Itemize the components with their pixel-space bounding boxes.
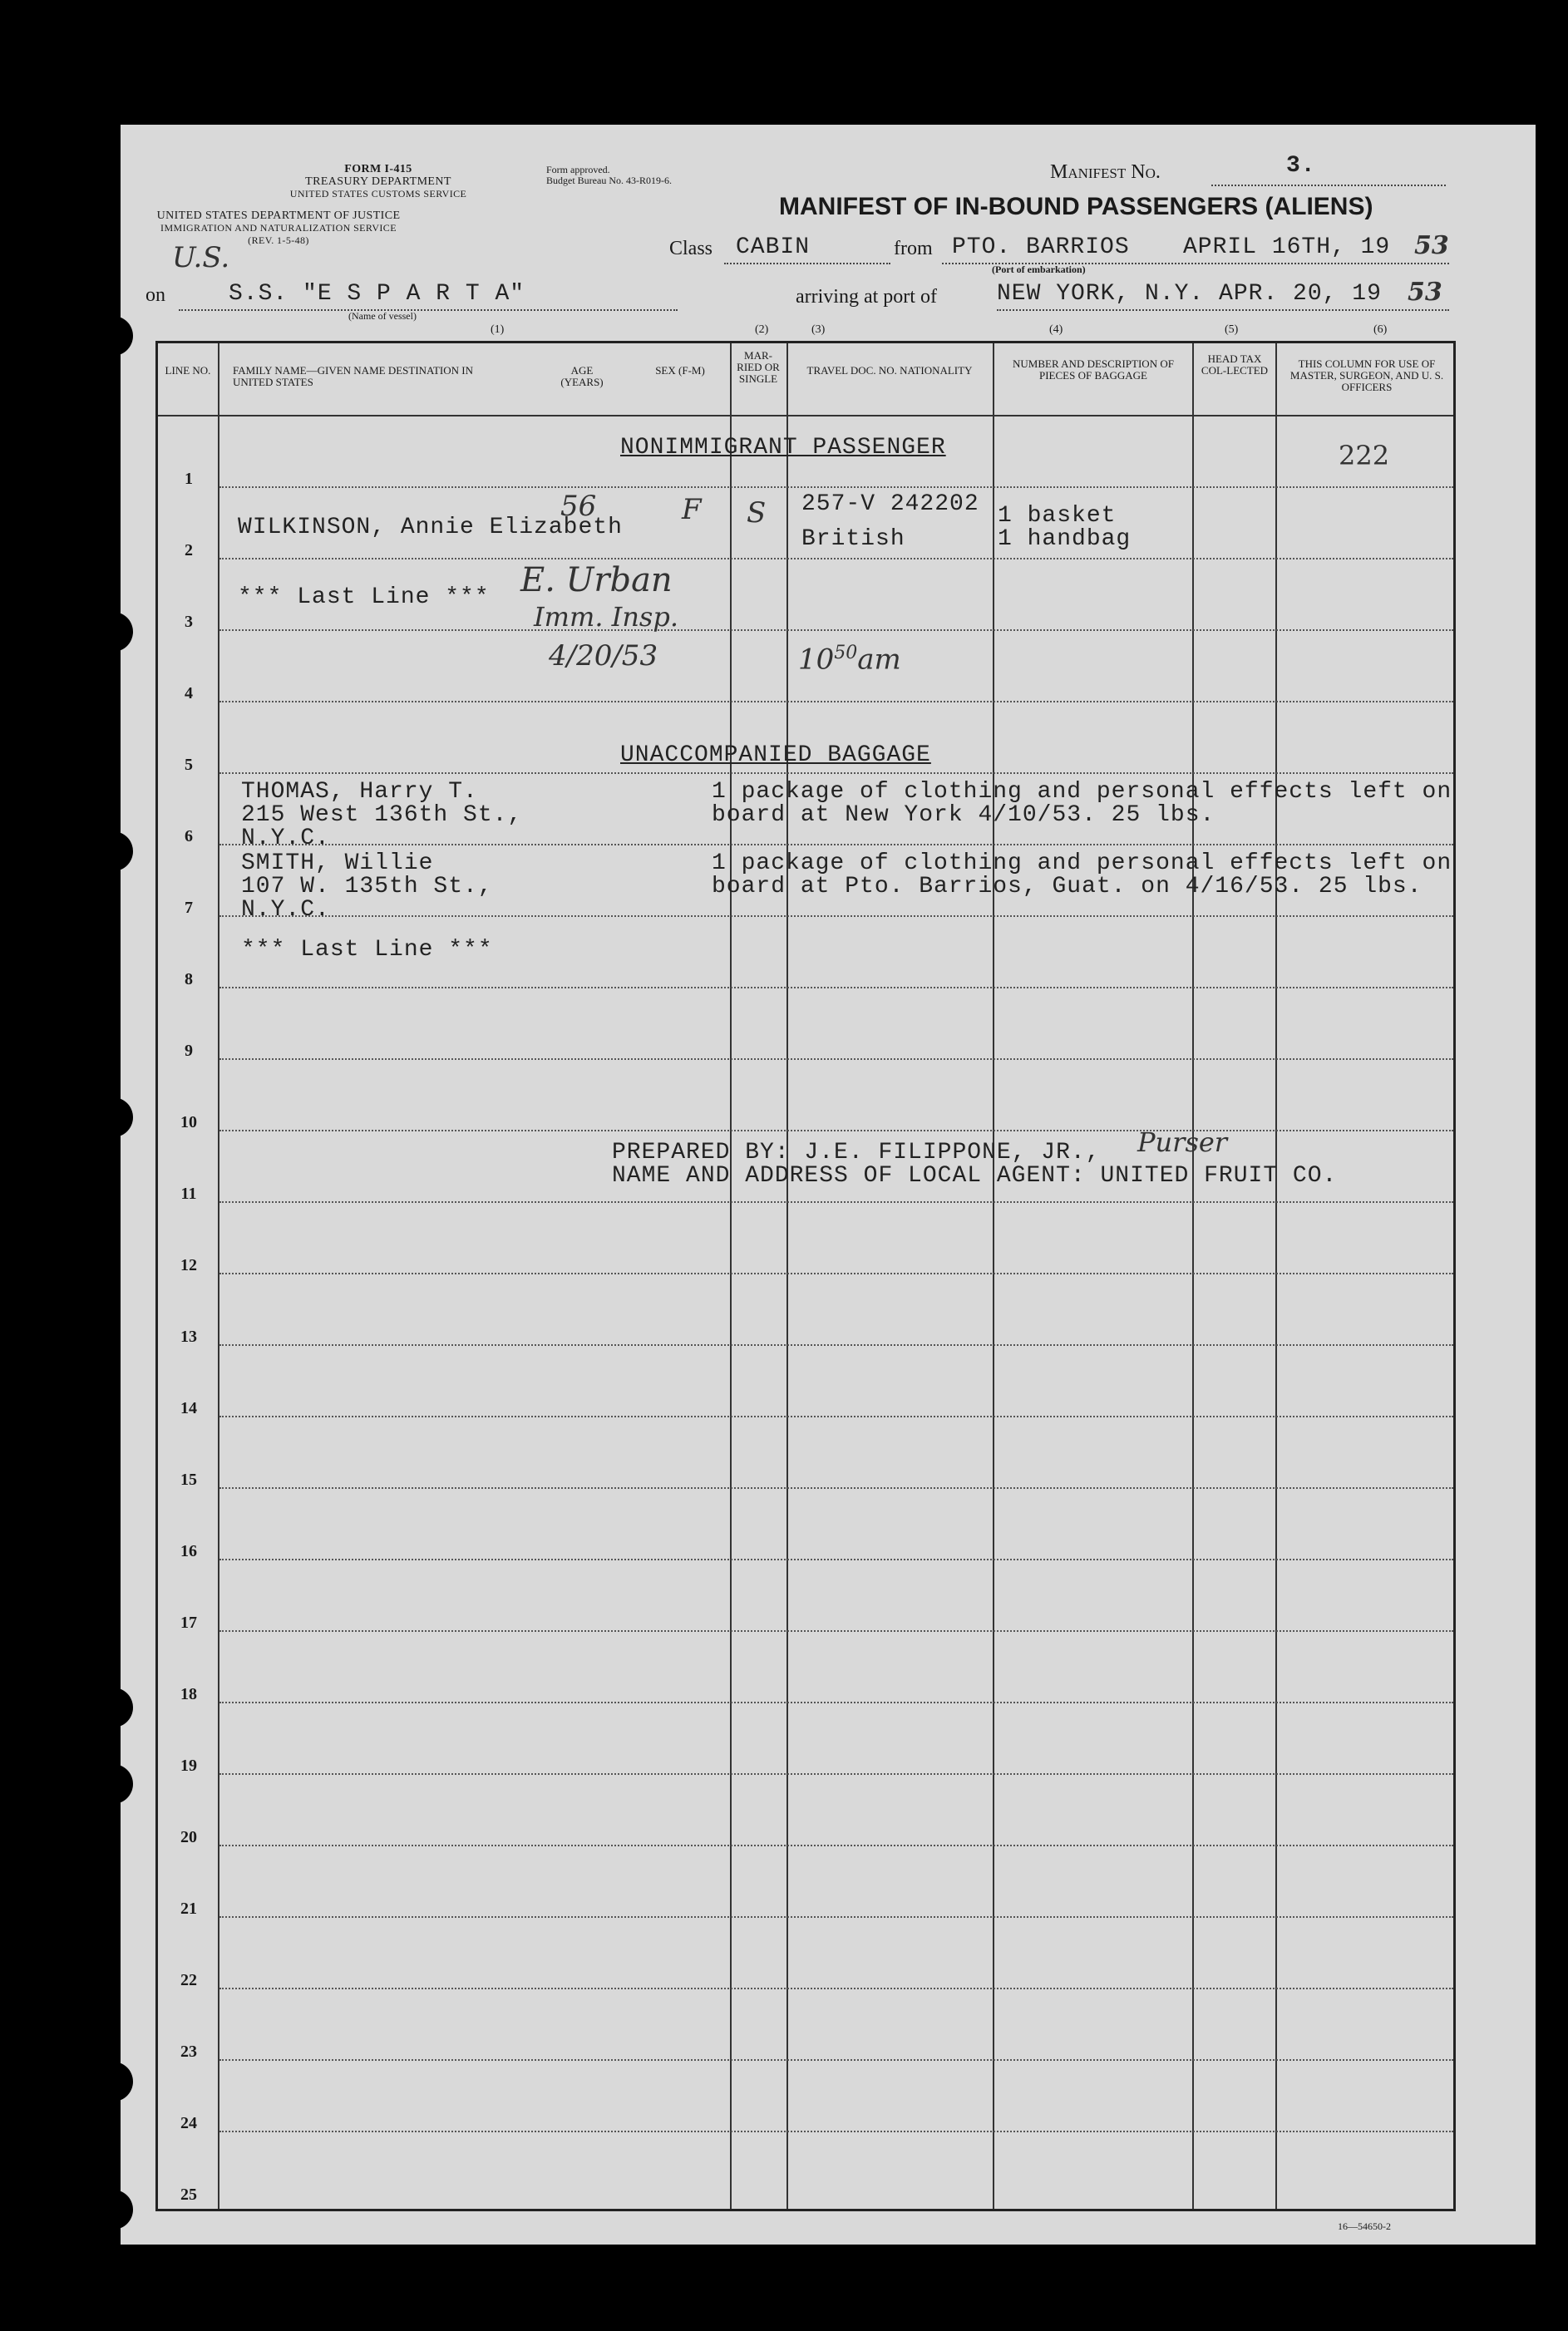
bag-owner-1-city: N.Y.C. — [241, 825, 330, 851]
col-number-5: (5) — [1225, 323, 1239, 336]
vessel-field — [179, 281, 678, 311]
vessel-name: S.S. "E S P A R T A" — [229, 281, 525, 307]
bag-owner-2-desc-line2: board at Pto. Barrios, Guat. on 4/16/53. 25 lbs. — [712, 874, 1423, 899]
treasury-dept: TREASURY DEPARTMENT — [305, 175, 451, 188]
print-code: 16—54650-2 — [1338, 2220, 1391, 2232]
line-number: 22 — [180, 1971, 197, 1989]
purser-signature: Purser — [1137, 1126, 1228, 1158]
line-number: 24 — [180, 2114, 197, 2132]
manifest-number: 3. — [1286, 153, 1316, 179]
col-number-4: (4) — [1049, 323, 1063, 336]
bag-owner-1 — [241, 781, 522, 850]
row-rule — [219, 1130, 1453, 1131]
col-divider — [993, 343, 994, 2209]
row-rule — [219, 1988, 1453, 1989]
manifest-page — [121, 125, 1536, 2245]
line-number: 11 — [180, 1185, 197, 1203]
line-number: 5 — [185, 756, 193, 774]
inspection-time-minute: 50 — [834, 643, 858, 663]
row-rule — [219, 1416, 1453, 1417]
line-number: 19 — [180, 1757, 197, 1775]
section-baggage-title: UNACCOMPANIED BAGGAGE — [620, 742, 931, 768]
arriving-value: NEW YORK, N.Y. APR. 20, 19 — [997, 281, 1382, 307]
row-rule — [219, 1201, 1453, 1203]
line-number: 23 — [180, 2043, 197, 2061]
arriving-label: arriving at port of — [796, 286, 937, 308]
row-rule — [219, 1845, 1453, 1846]
section-nonimmigrant-title: NONIMMIGRANT PASSENGER — [620, 435, 946, 461]
col-number-6: (6) — [1373, 323, 1388, 336]
punch-hole — [93, 2062, 133, 2102]
line-number: 20 — [180, 1828, 197, 1846]
row-rule — [219, 1773, 1453, 1775]
passenger-age: 56 — [560, 490, 597, 523]
line-number: 7 — [185, 899, 193, 917]
bag-owner-1-address: 215 West 136th St., — [241, 802, 523, 828]
vessel-note: (Name of vessel) — [348, 310, 417, 322]
class-value: CABIN — [736, 234, 811, 260]
bag-owner-1-name: THOMAS, Harry T. — [241, 779, 478, 805]
passenger-baggage-1: 1 basket — [998, 503, 1117, 529]
passenger-baggage-2: 1 handbag — [998, 526, 1132, 552]
col-number-1: (1) — [491, 323, 505, 336]
inspection-time-suffix: am — [857, 643, 901, 677]
bag-owner-2-address: 107 W. 135th St., — [241, 874, 493, 899]
last-line-marker-1: *** Last Line *** — [238, 584, 490, 610]
line-number: 2 — [185, 541, 193, 559]
form-number-block — [287, 163, 470, 200]
row-rule — [219, 772, 1453, 774]
bag-owner-1-desc-line2: board at New York 4/10/53. 25 lbs. — [712, 802, 1215, 828]
line-number: 6 — [185, 827, 193, 845]
header-sex: SEX (F-M) — [655, 364, 705, 377]
prepared-by: PREPARED BY: J.E. FILIPPONE, JR., — [612, 1140, 1101, 1166]
line-number: 9 — [185, 1042, 193, 1060]
bag-owner-2-desc — [712, 852, 1452, 899]
embarkation-note: (Port of embarkation) — [992, 264, 1086, 275]
line-number: 10 — [180, 1113, 197, 1131]
bag-owner-2-name: SMITH, Willie — [241, 850, 434, 876]
punch-hole — [93, 1764, 133, 1804]
line-number: 25 — [180, 2186, 197, 2204]
sail-year: 53 — [1414, 231, 1449, 260]
col-divider — [1275, 343, 1277, 2209]
punch-hole — [93, 1097, 133, 1137]
row-rule — [219, 1630, 1453, 1632]
col-divider — [1192, 343, 1194, 2209]
row-rule — [219, 1273, 1453, 1274]
row-rule — [219, 629, 1453, 631]
arriving-year: 53 — [1408, 278, 1442, 307]
passenger-name: WILKINSON, Annie Elizabeth — [238, 515, 623, 540]
bag-owner-2-city: N.Y.C. — [241, 897, 330, 923]
sail-date: APRIL 16TH, 19 — [1183, 234, 1391, 260]
page-title: MANIFEST OF IN-BOUND PASSENGERS (ALIENS) — [779, 193, 1373, 220]
arriving-field — [997, 278, 1449, 311]
punch-hole — [93, 1688, 133, 1727]
header-married: MAR-RIED OR SINGLE — [737, 349, 780, 385]
punch-hole — [93, 2190, 133, 2230]
row-rule — [219, 2059, 1453, 2061]
row-rule — [219, 1702, 1453, 1703]
class-label: Class — [669, 238, 713, 259]
local-agent: NAME AND ADDRESS OF LOCAL AGENT: UNITED FRUIT CO. — [612, 1163, 1338, 1189]
from-label: from — [894, 238, 933, 259]
line-number: 14 — [180, 1399, 197, 1417]
inspection-time — [798, 643, 901, 676]
header-travel-doc: TRAVEL DOC. NO. NATIONALITY — [806, 364, 973, 377]
class-field — [724, 234, 890, 264]
bag-owner-2 — [241, 852, 493, 922]
on-label: on — [145, 284, 165, 306]
bag-owner-1-desc-line1: 1 package of clothing and personal effects left on — [712, 779, 1452, 805]
col-divider — [786, 343, 788, 2209]
punch-hole — [93, 316, 133, 356]
inspector-title: Imm. Insp. — [534, 601, 678, 633]
line-number: 3 — [185, 613, 193, 631]
header-rule — [158, 415, 1453, 416]
justice-dept: UNITED STATES DEPARTMENT OF JUSTICE — [156, 209, 401, 222]
row-rule — [219, 1058, 1453, 1060]
col-divider — [730, 343, 732, 2209]
row-rule — [219, 1559, 1453, 1560]
from-value: PTO. BARRIOS — [952, 234, 1130, 260]
manifest-table — [155, 323, 1456, 2211]
row-rule — [219, 1916, 1453, 1918]
row-rule — [219, 486, 1453, 488]
form-approved: Form approved. — [546, 164, 610, 175]
passenger-sex: F — [682, 493, 702, 526]
header-age: AGE (YEARS) — [560, 364, 604, 388]
header-baggage: NUMBER AND DESCRIPTION OF PIECES OF BAGGAGE — [1013, 357, 1174, 382]
passenger-married: S — [747, 496, 767, 530]
passenger-nationality: British — [801, 526, 905, 552]
last-line-marker-2: *** Last Line *** — [241, 937, 493, 963]
inspection-time-hour: 10 — [798, 643, 835, 677]
row-rule — [219, 987, 1453, 988]
punch-hole — [93, 612, 133, 652]
ins-service: IMMIGRATION AND NATURALIZATION SERVICE — [160, 222, 397, 234]
bag-owner-1-desc — [712, 781, 1452, 827]
from-field — [942, 231, 1449, 264]
inspector-signature: E. Urban — [520, 561, 673, 599]
approval-block — [546, 165, 672, 186]
row-rule — [219, 1344, 1453, 1346]
bag-owner-2-desc-line1: 1 package of clothing and personal effects left on — [712, 850, 1452, 876]
passenger-doc: 257-V 242202 — [801, 491, 979, 517]
line-number: 15 — [180, 1471, 197, 1489]
line-number: 21 — [180, 1900, 197, 1918]
header-head-tax: HEAD TAX COL-LECTED — [1201, 352, 1269, 377]
line-number: 17 — [180, 1614, 197, 1632]
manifest-number-field — [1211, 153, 1446, 186]
line-number: 13 — [180, 1328, 197, 1346]
row-rule — [219, 1487, 1453, 1489]
row-rule — [219, 2131, 1453, 2132]
header-line-no: LINE NO. — [165, 364, 211, 377]
header-officers: THIS COLUMN FOR USE OF MASTER, SURGEON, AND U. S. OFFICERS — [1289, 357, 1444, 393]
customs-service: UNITED STATES CUSTOMS SERVICE — [289, 188, 467, 200]
header-name: FAMILY NAME—GIVEN NAME DESTINATION IN UNITED STATES — [233, 364, 474, 388]
line-number: 12 — [180, 1256, 197, 1274]
manifest-label: Manifest No. — [1050, 161, 1161, 183]
line-number: 16 — [180, 1542, 197, 1560]
line-number: 8 — [185, 970, 193, 988]
punch-hole — [93, 831, 133, 871]
line-number: 18 — [180, 1685, 197, 1703]
line-number: 4 — [185, 684, 193, 702]
bureau-number: Budget Bureau No. 43-R019-6. — [546, 175, 672, 186]
row-rule — [219, 701, 1453, 702]
form-number: FORM I-415 — [344, 163, 412, 175]
revision: (REV. 1-5-48) — [248, 234, 309, 246]
col-number-2: (2) — [755, 323, 769, 336]
line-number: 1 — [185, 470, 193, 488]
officer-number: 222 — [1339, 440, 1390, 471]
col-number-3: (3) — [811, 323, 826, 336]
inspection-date: 4/20/53 — [549, 639, 658, 673]
row-rule — [219, 558, 1453, 559]
handwritten-mark: U.S. — [172, 241, 230, 274]
